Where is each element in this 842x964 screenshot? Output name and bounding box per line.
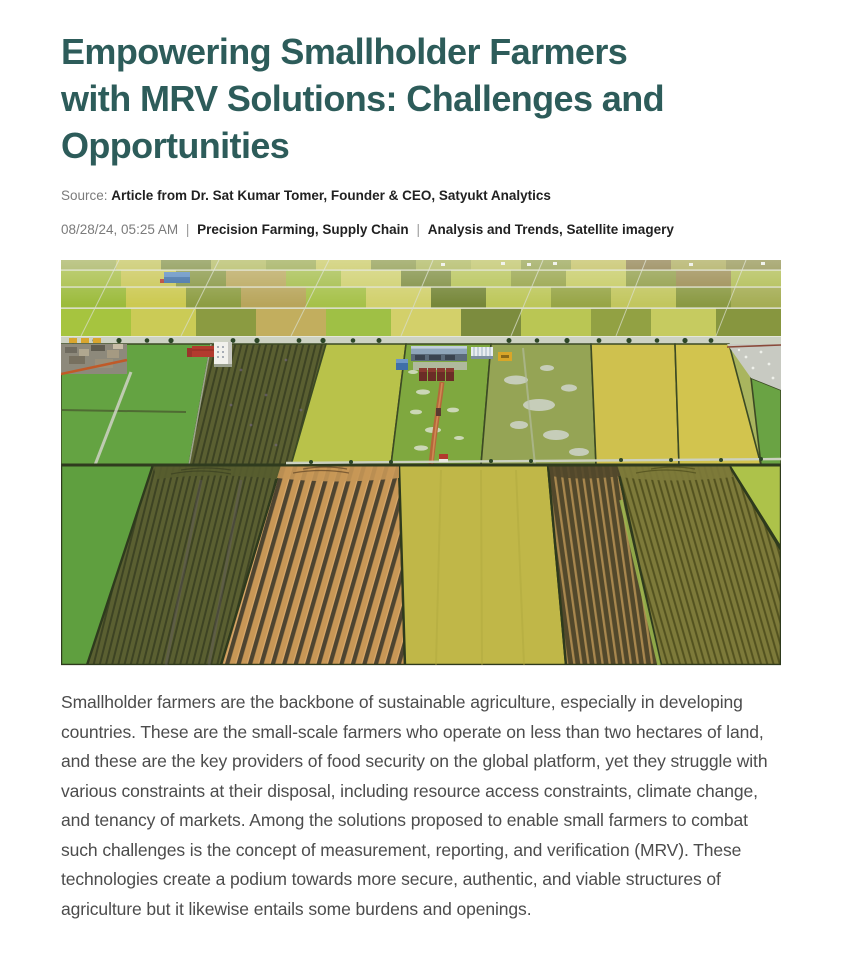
- meta-separator: |: [416, 222, 420, 237]
- meta-tags-primary: Precision Farming, Supply Chain: [197, 222, 409, 237]
- title-line-1: Empowering Smallholder Farmers: [61, 31, 628, 72]
- meta-tags-secondary: Analysis and Trends, Satellite imagery: [427, 222, 674, 237]
- source-label: Source:: [61, 188, 108, 203]
- source-text: Article from Dr. Sat Kumar Tomer, Founder & CEO, Satyukt Analytics: [111, 188, 551, 203]
- farmland-illustration: [61, 260, 781, 665]
- meta-line: [61, 221, 781, 239]
- horizon-haze: [61, 260, 781, 305]
- article-body-paragraph: Smallholder farmers are the backbone of sustainable agriculture, especially in developing countries. These are the small-scale farmers who operate on less than two hectares of land, and these are the key providers of food security on the global platform, yet they struggle with various constraints at their disposal, including resource access constraints, climate change, and tenancy of markets. Among the solutions proposed to enable small farmers to combat such challenges is the concept of measurement, reporting, and verification (MRV). These technologies create a podium towards more secure, authentic, and viable structures of agriculture but it likewise entails some burdens and openings.: [61, 692, 768, 919]
- hero-image-aerial-farmland: [61, 260, 781, 666]
- article-title: [61, 28, 781, 169]
- white-building: [214, 342, 232, 367]
- main-road: [61, 336, 781, 344]
- foreground-fields: [61, 465, 781, 665]
- meta-separator: |: [185, 222, 190, 237]
- title-line-2: with MRV Solutions: Challenges and: [61, 78, 664, 119]
- meta-datetime: 08/28/24, 05:25 AM: [61, 222, 179, 237]
- source-line: [61, 187, 781, 205]
- title-line-3: Opportunities: [61, 125, 290, 166]
